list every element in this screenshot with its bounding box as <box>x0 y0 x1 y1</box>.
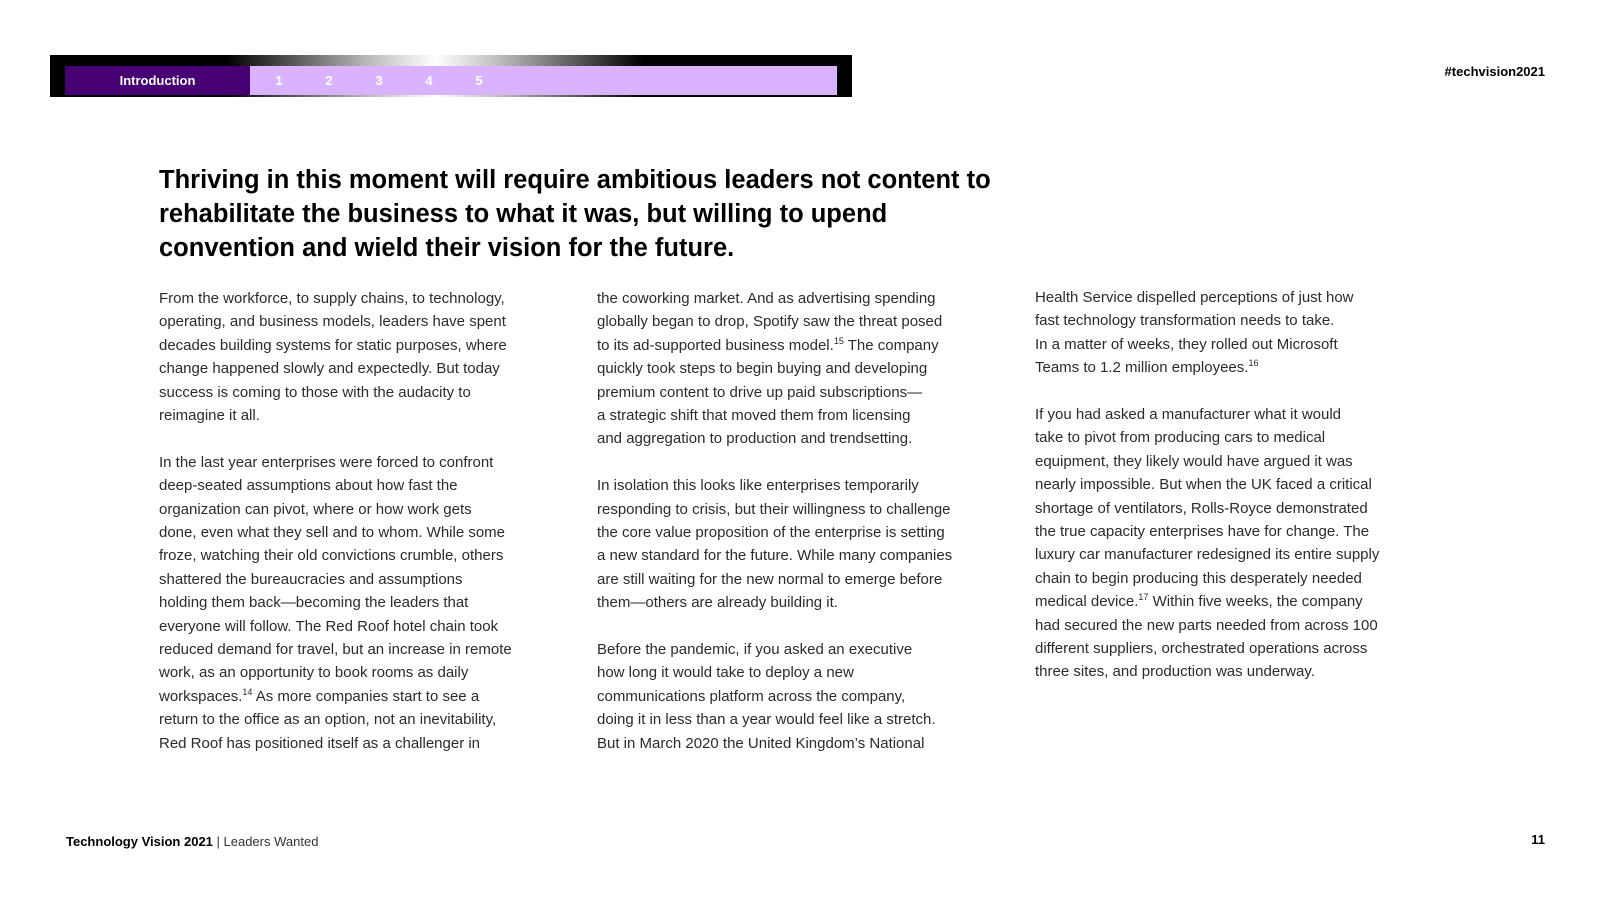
text-line: the coworking market. And as advertising spending <box>597 290 936 307</box>
text-line: the true capacity enterprises have for change. The <box>1035 523 1370 541</box>
footnote-ref-14[interactable]: 14 <box>242 686 253 697</box>
paragraph <box>597 474 1007 614</box>
text-line: Before the pandemic, if you asked an executive <box>597 641 913 659</box>
text-line: reimagine it all. <box>159 407 260 425</box>
footer-title: Technology Vision 2021 <box>66 834 213 849</box>
text-line: the core value proposition of the enterprise is setting <box>597 524 945 542</box>
text-line: equipment, they likely would have argued it was <box>1035 452 1353 470</box>
footnote-ref-15[interactable]: 15 <box>833 335 844 346</box>
text-line: three sites, and production was underway. <box>1035 663 1315 681</box>
text-line: doing it in less than a year would feel like a stretch. <box>597 711 936 729</box>
tab-section-4[interactable]: 4 <box>425 73 433 88</box>
text-line <box>1035 356 1445 379</box>
text-line: From the workforce, to supply chains, to technology, <box>159 290 505 307</box>
paragraph <box>1035 286 1445 380</box>
text-line: a new standard for the future. While many companies <box>597 547 953 565</box>
text-line: responding to crisis, but their willingness to challenge <box>597 500 951 518</box>
text-line: success is coming to those with the audacity to <box>159 383 471 401</box>
footnote-ref-16[interactable]: 16 <box>1248 358 1259 369</box>
text-line <box>159 685 569 708</box>
footer-separator: | <box>212 834 224 849</box>
text-line: organization can pivot, where or how work gets <box>159 500 472 518</box>
tab-introduction[interactable]: Introduction <box>65 66 250 95</box>
body-column-1 <box>159 287 569 779</box>
text-line: quickly took steps to begin buying and developing <box>597 360 928 378</box>
text-line: decades building systems for static purposes, where <box>159 336 507 354</box>
page-number: 11 <box>1531 832 1545 847</box>
text-line: globally began to drop, Spotify saw the threat posed <box>597 313 943 331</box>
text-line: chain to begin producing this desperately needed <box>1035 569 1362 587</box>
text-line: fast technology transformation needs to take. <box>1035 312 1335 330</box>
body-column-3 <box>1035 286 1445 707</box>
text-segment: As more companies start to see a <box>252 687 480 705</box>
text-line <box>1035 590 1445 613</box>
tab-section-2[interactable]: 2 <box>325 73 333 88</box>
tab-section-5[interactable]: 5 <box>475 73 483 88</box>
text-line <box>597 334 1007 357</box>
text-line: a strategic shift that moved them from licensing <box>597 407 911 425</box>
body-column-2 <box>597 287 1007 778</box>
section-navigation-bar <box>50 55 852 97</box>
text-line: had secured the new parts needed from across 100 <box>1035 616 1378 634</box>
tab-section-3[interactable]: 3 <box>375 73 383 88</box>
text-line: Health Service dispelled perceptions of just how <box>1035 289 1354 306</box>
text-line: change happened slowly and expectedly. But today <box>159 360 500 378</box>
text-line: In a matter of weeks, they rolled out Microsoft <box>1035 335 1338 353</box>
text-line: If you had asked a manufacturer what it would <box>1035 406 1342 424</box>
text-segment: The company <box>843 336 939 354</box>
text-line: are still waiting for the new normal to emerge before <box>597 570 943 588</box>
text-line: shattered the bureaucracies and assumptions <box>159 570 463 588</box>
text-line: froze, watching their old convictions crumble, others <box>159 547 504 565</box>
paragraph <box>1035 403 1445 684</box>
text-line: reduced demand for travel, but an increase in remote <box>159 641 512 659</box>
text-line: how long it would take to deploy a new <box>597 664 854 682</box>
footer-subtitle: Leaders Wanted <box>223 834 319 849</box>
text-line: them—others are already building it. <box>597 594 838 612</box>
paragraph <box>597 638 1007 755</box>
paragraph <box>159 451 569 755</box>
text-line: In the last year enterprises were forced to confront <box>159 453 494 471</box>
text-segment: to its ad-supported business model. <box>597 336 834 354</box>
text-line: shortage of ventilators, Rolls-Royce demonstrated <box>1035 499 1368 517</box>
text-line: work, as an opportunity to book rooms as daily <box>159 664 469 682</box>
tab-section-1[interactable]: 1 <box>275 73 283 88</box>
text-segment: medical device. <box>1035 593 1139 611</box>
page-headline: Thriving in this moment will require ambitious leaders not content to rehabilitate the business to what it was, but willing to upend convention and wield their vision for the future. <box>159 166 991 262</box>
section-tabs <box>65 66 837 95</box>
paragraph <box>597 287 1007 451</box>
text-line: different suppliers, orchestrated operations across <box>1035 640 1368 658</box>
text-line: communications platform across the company, <box>597 687 906 705</box>
text-line: deep-seated assumptions about how fast the <box>159 477 458 495</box>
text-line: But in March 2020 the United Kingdom’s National <box>597 734 925 752</box>
text-line: Red Roof has positioned itself as a challenger in <box>159 734 481 752</box>
text-line: In isolation this looks like enterprises temporarily <box>597 477 919 495</box>
text-segment: Teams to 1.2 million employees. <box>1035 359 1249 377</box>
text-line: done, even what they sell and to whom. While some <box>159 524 506 542</box>
text-line: take to pivot from producing cars to medical <box>1035 429 1326 447</box>
text-line: holding them back—becoming the leaders that <box>159 594 469 612</box>
text-line: return to the office as an option, not an inevitability, <box>159 711 497 729</box>
text-line: premium content to drive up paid subscriptions— <box>597 383 923 401</box>
hashtag: #techvision2021 <box>1444 64 1545 79</box>
section-number-tabs <box>254 73 504 88</box>
text-line: nearly impossible. But when the UK faced a critical <box>1035 476 1372 494</box>
text-line: and aggregation to production and trendsetting. <box>597 430 913 448</box>
paragraph <box>159 287 569 427</box>
text-segment: workspaces. <box>159 687 243 705</box>
text-line: everyone will follow. The Red Roof hotel chain took <box>159 617 499 635</box>
footer <box>66 834 318 849</box>
text-line: operating, and business models, leaders have spent <box>159 313 506 331</box>
footnote-ref-17[interactable]: 17 <box>1138 592 1149 603</box>
text-line: luxury car manufacturer redesigned its entire supply <box>1035 546 1380 564</box>
text-segment: Within five weeks, the company <box>1148 593 1363 611</box>
